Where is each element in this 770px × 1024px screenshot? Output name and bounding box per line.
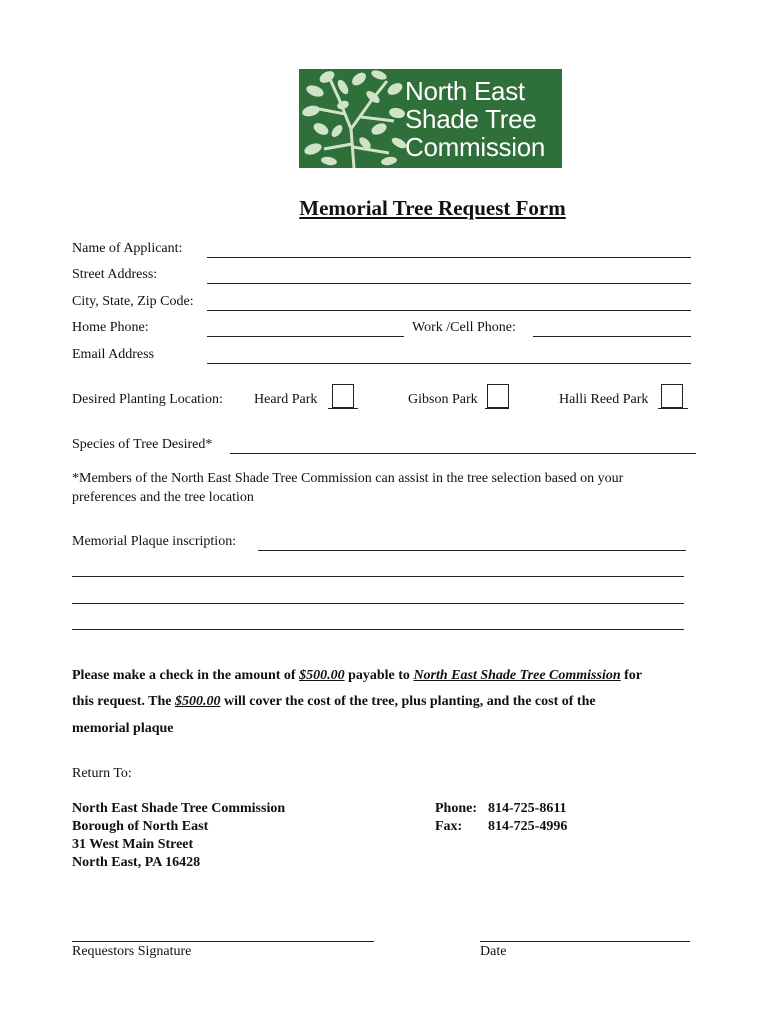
gibson-park-underline xyxy=(485,408,509,409)
logo xyxy=(299,69,562,168)
address-line-2: Borough of North East xyxy=(72,819,209,834)
heard-park-label: Heard Park xyxy=(254,392,318,407)
street-field[interactable] xyxy=(207,283,691,284)
name-field[interactable] xyxy=(207,257,691,258)
fax-value: 814-725-4996 xyxy=(488,819,568,834)
phone-label: Phone: xyxy=(435,801,477,816)
address-line-1: North East Shade Tree Commission xyxy=(72,801,286,816)
home-phone-label: Home Phone: xyxy=(72,320,149,335)
plaque-label: Memorial Plaque inscription: xyxy=(72,534,237,549)
work-phone-field[interactable] xyxy=(533,336,691,337)
species-label: Species of Tree Desired* xyxy=(72,437,213,452)
tree-leaves-icon xyxy=(299,69,409,168)
city-label: City, State, Zip Code: xyxy=(72,294,194,309)
halli-reed-park-underline xyxy=(658,408,688,409)
address-line-3: 31 West Main Street xyxy=(72,837,194,852)
payment-payee: North East Shade Tree Commission xyxy=(413,668,621,683)
gibson-park-label: Gibson Park xyxy=(408,392,478,407)
logo-line-2: Shade Tree xyxy=(405,104,537,134)
plaque-field-1[interactable] xyxy=(258,550,686,551)
payment-text-4: this request. The xyxy=(72,694,175,709)
species-field[interactable] xyxy=(230,453,696,454)
plaque-field-3[interactable] xyxy=(72,603,684,604)
signature-field[interactable] xyxy=(72,941,374,942)
plaque-field-2[interactable] xyxy=(72,576,684,577)
street-label: Street Address: xyxy=(72,267,158,282)
return-to-label: Return To: xyxy=(72,766,132,781)
logo-line-3: Commission xyxy=(405,132,546,162)
payment-line-2 xyxy=(72,694,596,710)
payment-text-5: will cover the cost of the tree, plus planting, and the cost of the xyxy=(220,694,596,709)
halli-reed-park-checkbox[interactable] xyxy=(661,384,683,408)
date-field[interactable] xyxy=(480,941,690,942)
species-note-2: preferences and the tree location xyxy=(72,490,254,505)
logo-text xyxy=(405,77,545,161)
plaque-field-4[interactable] xyxy=(72,629,684,630)
payment-text-2: payable to xyxy=(344,668,414,683)
fax-label: Fax: xyxy=(435,819,463,834)
home-phone-field[interactable] xyxy=(207,336,404,337)
heard-park-underline xyxy=(328,408,358,409)
species-note-1: *Members of the North East Shade Tree Commission can assist in the tree selection based on your xyxy=(72,471,624,486)
address-line-4: North East, PA 16428 xyxy=(72,855,201,870)
payment-line-3: memorial plaque xyxy=(72,721,174,736)
email-field[interactable] xyxy=(207,363,691,364)
date-label: Date xyxy=(480,944,507,959)
payment-amount: $500.00 xyxy=(299,668,345,683)
payment-amount-2: $500.00 xyxy=(174,694,221,709)
heard-park-checkbox[interactable] xyxy=(332,384,354,408)
work-phone-label: Work /Cell Phone: xyxy=(412,320,516,335)
planting-label: Desired Planting Location: xyxy=(72,392,223,407)
name-label: Name of Applicant: xyxy=(72,241,183,256)
gibson-park-checkbox[interactable] xyxy=(487,384,509,408)
city-field[interactable] xyxy=(207,310,691,311)
form-title: Memorial Tree Request Form xyxy=(299,196,566,220)
email-label: Email Address xyxy=(72,347,155,362)
halli-reed-park-label: Halli Reed Park xyxy=(559,392,649,407)
payment-text-1: Please make a check in the amount of xyxy=(72,668,300,683)
payment-line-1 xyxy=(72,668,642,684)
signature-label: Requestors Signature xyxy=(72,944,192,959)
phone-value: 814-725-8611 xyxy=(488,801,567,816)
payment-text-3: for xyxy=(620,668,643,683)
logo-line-1: North East xyxy=(405,76,525,106)
